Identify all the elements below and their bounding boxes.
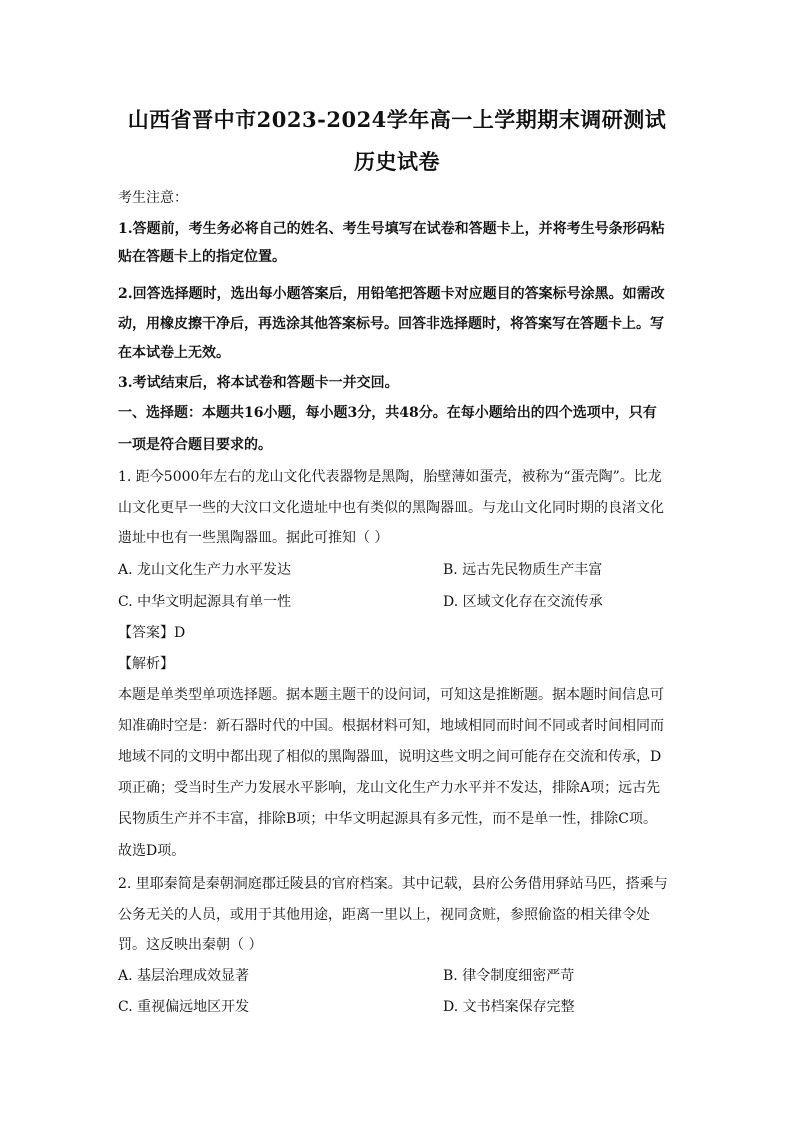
notice-line: 1.答题前，考生务必将自己的姓名、考生号填写在试卷和答题卡上，并将考生号条形码粘 — [118, 221, 665, 237]
question-stem: 2. 里耶秦简是秦朝洞庭郡迁陵县的官府档案。其中记载，县府公务借用驿站马匹，搭乘与 — [118, 876, 668, 892]
analysis-heading: 【解析】 — [118, 656, 174, 672]
notice-line: 动，用橡皮擦干净后，再选涂其他答案标号。回答非选择题时，将答案写在答题卡上。写 — [118, 316, 664, 332]
option-b: B. 远古先民物质生产丰富 — [443, 562, 603, 578]
page-subtitle: 历史试卷 — [354, 149, 440, 174]
section-heading: 一、选择题：本题共16小题，每小题3分，共48分。在每小题给出的四个选项中，只有 — [118, 405, 657, 421]
analysis-line: 故选D项。 — [118, 843, 186, 859]
question-stem: 山文化更早一些的大汶口文化遗址中也有类似的黑陶器皿。与龙山文化同时期的良渚文化 — [118, 500, 664, 516]
notice-line: 3.考试结束后，将本试卷和答题卡一并交回。 — [118, 375, 399, 391]
section-heading: 一项是符合题目要求的。 — [118, 437, 272, 453]
analysis-line: 地域不同的文明中都出现了相似的黑陶器皿，说明这些文明之间可能存在交流和传承，D — [118, 749, 662, 765]
option-d: D. 文书档案保存完整 — [443, 999, 575, 1015]
option-d: D. 区域文化存在交流传承 — [443, 594, 603, 610]
notice-heading: 考生注意： — [118, 190, 188, 206]
question-stem: 遗址中也有一些黑陶器皿。据此可推知（ ） — [118, 530, 389, 546]
option-a: A. 龙山文化生产力水平发达 — [118, 562, 292, 578]
page-title: 山西省晋中市2023-2024学年高一上学期期末调研测试 — [127, 107, 667, 132]
analysis-line: 本题是单类型单项选择题。据本题主题干的设问词，可知这是推断题。据本题时间信息可 — [118, 687, 664, 703]
notice-line: 2.回答选择题时，选出每小题答案后，用铅笔把答题卡对应题目的答案标号涂黑。如需改 — [118, 286, 665, 302]
analysis-line: 项正确；受当时生产力发展水平影响，龙山文化生产力水平并不发达，排除A项；远古先 — [118, 780, 661, 796]
analysis-line: 民物质生产并不丰富，排除B项；中华文明起源具有多元性，而不是单一性，排除C项。 — [118, 811, 657, 827]
option-c: C. 中华文明起源具有单一性 — [118, 594, 292, 610]
analysis-line: 知准确时空是：新石器时代的中国。根据材料可知，地域相同而时间不同或者时间相同而 — [118, 718, 664, 734]
question-stem: 公务无关的人员，或用于其他用途，距离一里以上，视同贪赃，参照偷盗的相关律令处 — [118, 907, 650, 923]
question-stem: 1. 距今5000年左右的龙山文化代表器物是黑陶，胎壁薄如蛋壳，被称为“蛋壳陶”。比龙 — [118, 469, 662, 485]
notice-line: 贴在答题卡上的指定位置。 — [118, 249, 286, 265]
option-c: C. 重视偏远地区开发 — [118, 999, 250, 1015]
notice-line: 在本试卷上无效。 — [118, 345, 230, 361]
answer-line: 【答案】D — [118, 625, 186, 641]
option-b: B. 律令制度细密严苛 — [443, 968, 575, 984]
question-stem: 罚。这反映出秦朝（ ） — [118, 937, 263, 953]
option-a: A. 基层治理成效显著 — [118, 968, 250, 984]
